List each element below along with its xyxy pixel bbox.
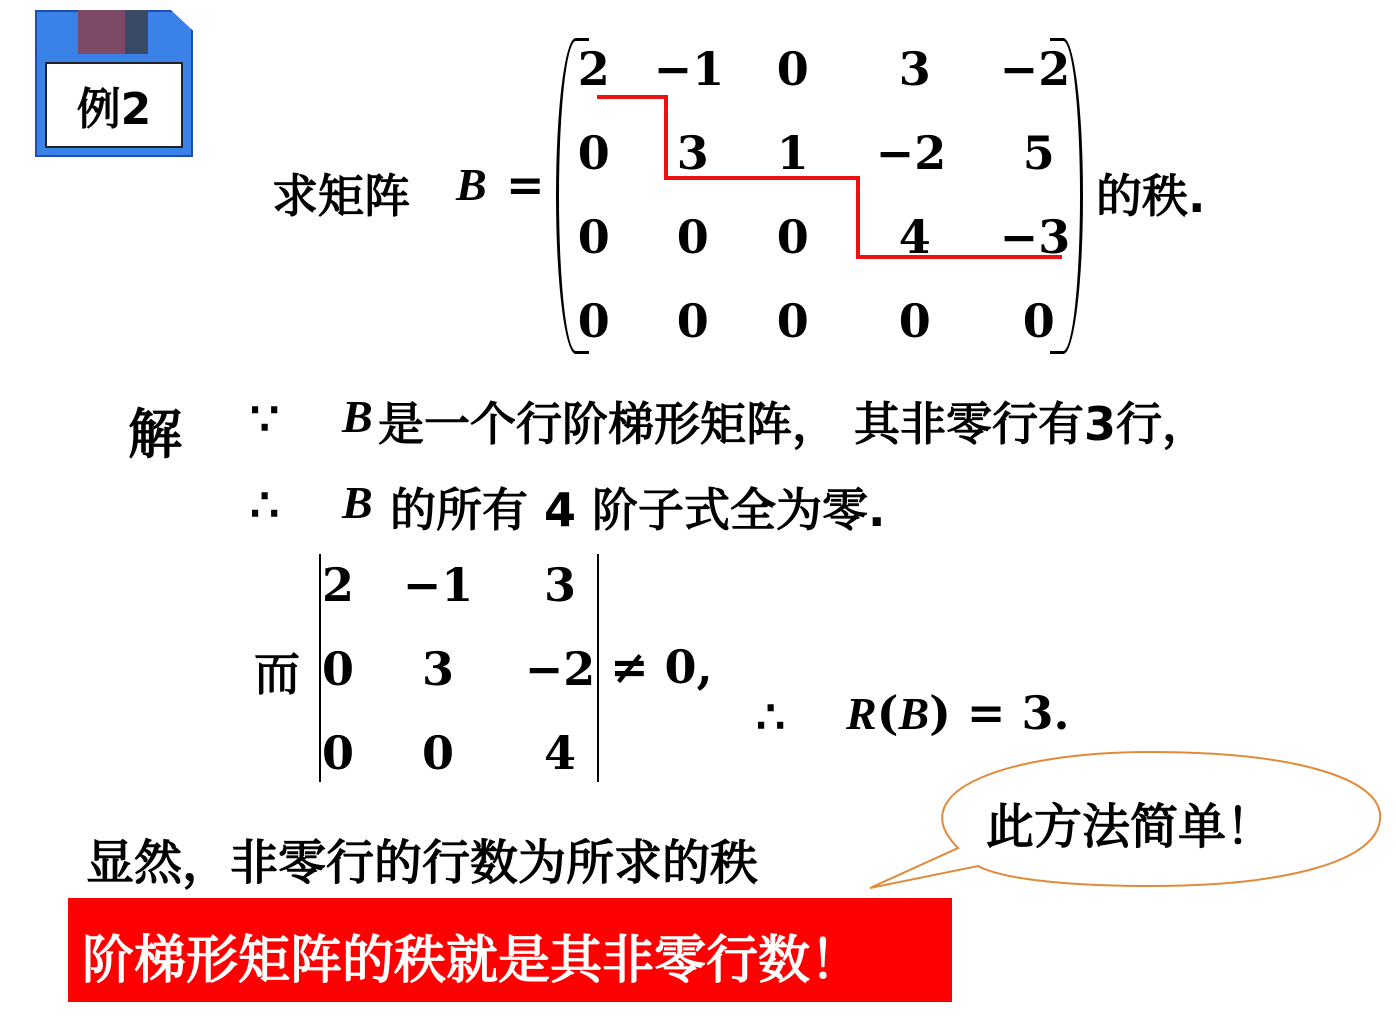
matrix-cell: 0: [776, 210, 809, 264]
det-suffix: ≠ 0,: [610, 640, 713, 694]
line2-var: B: [342, 477, 373, 528]
matrix-cell: 0: [676, 210, 709, 264]
det-cell: −2: [524, 642, 596, 696]
matrix-cell: 3: [898, 42, 931, 96]
matrix-cell: 0: [577, 126, 610, 180]
det-cell: 0: [321, 726, 355, 780]
matrix-cell: 0: [1022, 294, 1055, 348]
matrix-cell: 0: [577, 210, 610, 264]
rank-B: B: [898, 688, 930, 739]
matrix-cell: 0: [676, 294, 709, 348]
solution-label: 解: [128, 403, 182, 466]
rank-close: ): [929, 686, 951, 740]
det-cell: −1: [402, 558, 474, 612]
det-prefix: 而: [254, 647, 300, 701]
because-symbol: ∵: [250, 392, 280, 446]
matrix-cell: 5: [1022, 126, 1055, 180]
det-cell: 0: [321, 642, 355, 696]
callout-text: 此方法简单！: [986, 799, 1275, 855]
matrix-cell: 0: [776, 294, 809, 348]
matrix-cell: −3: [999, 210, 1071, 264]
det-cell: 3: [543, 558, 577, 612]
matrix-cell: 3: [676, 126, 709, 180]
observation-text: 显然，非零行的行数为所求的秩: [86, 835, 759, 891]
problem-var: B: [456, 159, 487, 210]
rank-open: (: [876, 686, 899, 740]
det-cell: 4: [543, 726, 577, 780]
conclusion-therefore: ∴: [756, 690, 786, 744]
highlight-text: 阶梯形矩阵的秩就是其非零行数！: [82, 931, 863, 991]
matrix-cell: −2: [875, 126, 947, 180]
matrix-cell: 4: [898, 210, 931, 264]
rank-value: = 3.: [966, 686, 1070, 740]
matrix-cell: 0: [898, 294, 931, 348]
problem-prefix: 求矩阵: [272, 169, 410, 223]
rank-R: R: [846, 688, 877, 739]
line2-text: 的所有 4 阶子式全为零.: [390, 483, 886, 537]
det-cell: 0: [421, 726, 455, 780]
det-cell: 3: [421, 642, 455, 696]
therefore-symbol: ∴: [250, 478, 280, 532]
det-cell: 2: [321, 558, 355, 612]
problem-suffix: 的秩.: [1096, 169, 1206, 223]
matrix-cell: 0: [577, 294, 610, 348]
matrix-cell: 2: [577, 42, 610, 96]
matrix-cell: −2: [999, 42, 1071, 96]
line1-var: B: [342, 391, 373, 442]
matrix-cell: −1: [653, 42, 725, 96]
matrix-cell: 1: [776, 126, 809, 180]
matrix-cell: 0: [776, 42, 809, 96]
problem-eq: =: [506, 158, 545, 212]
example-label: 例2: [45, 62, 183, 148]
line1-text: 是一个行阶梯形矩阵， 其非零行有3行，: [378, 397, 1209, 451]
